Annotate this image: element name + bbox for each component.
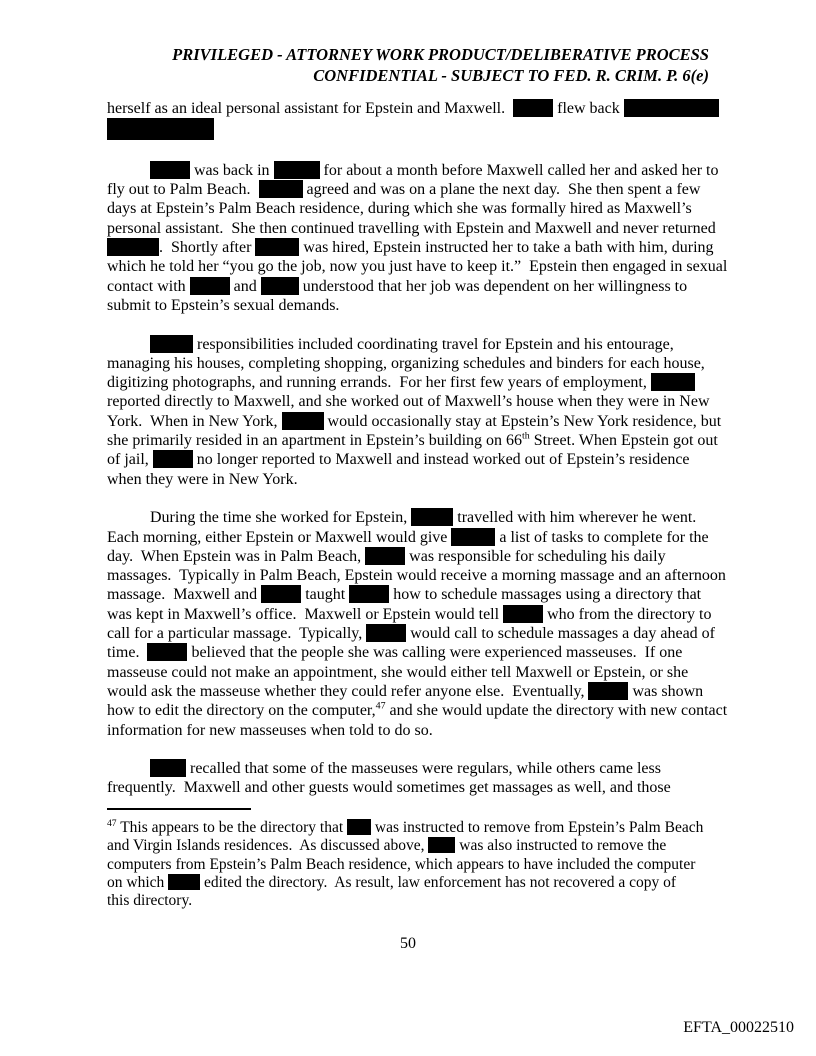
text-line xyxy=(107,118,711,141)
redaction-bar xyxy=(107,118,214,140)
text-line: days at Epstein’s Palm Beach residence, during which she was formally hired as Maxwell’s xyxy=(107,200,692,218)
text-line: call for a particular massage. Typically, would call to schedule massages a day ahead of xyxy=(107,625,715,643)
text-line: recalled that some of the masseuses were regulars, while others came less xyxy=(107,759,711,778)
paragraph xyxy=(107,99,711,142)
text-line: masseuse could not make an appointment, she would either tell Maxwell or Epstein, or she xyxy=(107,663,689,681)
text-line: fly out to Palm Beach. agreed and was on a plane the next day. She then spent a few xyxy=(107,181,701,199)
superscript: 47 xyxy=(375,700,386,712)
redaction-bar xyxy=(259,180,303,198)
redaction-bar xyxy=(255,238,299,256)
redaction-bar xyxy=(147,643,187,661)
text-line: of jail, no longer reported to Maxwell and instead worked out of Epstein’s residence xyxy=(107,451,690,469)
confidentiality-header xyxy=(107,44,709,86)
text-line: Each morning, either Epstein or Maxwell would give a list of tasks to complete for the xyxy=(107,528,709,546)
text-line: York. When in New York, would occasionally stay at Epstein’s New York residence, but xyxy=(107,412,722,430)
redaction-bar xyxy=(365,547,405,565)
text-line: when they were in New York. xyxy=(107,470,298,488)
text-line: During the time she worked for Epstein, travelled with him wherever he went. xyxy=(150,509,697,527)
text-line: information for new masseuses when told to do so. xyxy=(107,721,433,739)
redaction-bar xyxy=(513,99,553,117)
redaction-bar xyxy=(150,335,193,353)
text-line: massages. Typically in Palm Beach, Epstein would receive a morning massage and an afternoon xyxy=(107,567,726,585)
text-line: frequently. Maxwell and other guests would sometimes get massages as well, and those xyxy=(107,779,671,797)
page-number: 50 xyxy=(400,935,416,952)
text-line: on which edited the directory. As result, law enforcement has not recovered a copy of xyxy=(107,873,677,891)
text-line: herself as an ideal personal assistant for Epstein and Maxwell. flew back xyxy=(107,99,711,118)
bates-number: EFTA_00022510 xyxy=(683,1019,794,1036)
text-line: reported directly to Maxwell, and she worked out of Maxwell’s house when they were in New xyxy=(107,393,710,411)
text-line: massage. Maxwell and taught how to schedule massages using a directory that xyxy=(107,586,702,604)
redaction-bar xyxy=(190,277,230,295)
redaction-bar xyxy=(107,238,159,256)
text-line: would ask the masseuse whether they could refer anyone else. Eventually, was shown xyxy=(107,682,704,700)
redaction-bar xyxy=(261,277,299,295)
redaction-bar xyxy=(428,837,455,853)
text-line: submit to Epstein’s sexual demands. xyxy=(107,296,340,314)
redaction-bar xyxy=(150,759,186,777)
text-line: time. believed that the people she was calling were experienced masseuses. If one xyxy=(107,644,683,662)
redaction-bar xyxy=(624,99,719,117)
footnote-separator xyxy=(107,808,251,810)
superscript: th xyxy=(522,430,530,442)
redaction-bar xyxy=(150,161,190,179)
text-line: computers from Epstein’s Palm Beach residence, which appears to have included the computer xyxy=(107,855,696,873)
text-line: managing his houses, completing shopping, organizing schedules and binders for each house, xyxy=(107,354,705,372)
text-line: how to edit the directory on the computer,$^{47}$ and she would update the directory with new contact xyxy=(107,700,728,720)
redaction-bar xyxy=(411,508,453,526)
text-line: she primarily resided in an apartment in Epstein’s building on 66th Street. When Epstein got out xyxy=(107,430,718,450)
redaction-bar xyxy=(347,819,371,835)
redaction-bar xyxy=(153,450,193,468)
redaction-bar xyxy=(503,605,543,623)
header-line-1: PRIVILEGED - ATTORNEY WORK PRODUCT/DELIBERATIVE PROCESS xyxy=(172,45,709,64)
text-line: $^{47}$ This appears to be the directory that was instructed to remove from Epstein’s Palm Beach xyxy=(107,817,704,836)
header-line-2: CONFIDENTIAL - SUBJECT TO FED. R. CRIM. P. 6(e) xyxy=(313,66,709,85)
redaction-bar xyxy=(651,373,695,391)
text-line: was back in for about a month before Maxwell called her and asked her to xyxy=(107,161,711,180)
text-line: was kept in Maxwell’s office. Maxwell or Epstein would tell who from the directory to xyxy=(107,605,712,623)
text-line: which he told her “you go the job, now you just have to keep it.” Epstein then engaged in sexual xyxy=(107,258,728,276)
paragraph xyxy=(107,161,728,315)
text-line: personal assistant. She then continued travelling with Epstein and Maxwell and never returned xyxy=(107,219,716,237)
text-line: responsibilities included coordinating travel for Epstein and his entourage, xyxy=(107,335,711,354)
text-line: digitizing photographs, and running errands. For her first few years of employment, xyxy=(107,373,711,392)
redaction-bar xyxy=(349,585,389,603)
footnote xyxy=(107,808,711,910)
redaction-bar xyxy=(451,528,495,546)
footnote-text xyxy=(107,819,711,910)
text-line: contact with and understood that her job was dependent on her willingness to xyxy=(107,277,688,295)
redaction-bar xyxy=(261,585,301,603)
redaction-bar xyxy=(366,624,406,642)
text-line: and Virgin Islands residences. As discussed above, was also instructed to remove the xyxy=(107,837,667,855)
redaction-bar xyxy=(168,874,200,890)
paragraph xyxy=(107,508,728,740)
redaction-bar xyxy=(282,412,324,430)
document-body xyxy=(107,99,728,798)
paragraph xyxy=(107,759,711,798)
text-line: this directory. xyxy=(107,892,193,910)
redaction-bar xyxy=(588,682,628,700)
text-line: day. When Epstein was in Palm Beach, was responsible for scheduling his daily xyxy=(107,547,666,565)
paragraph xyxy=(107,335,722,489)
redaction-bar xyxy=(274,161,320,179)
superscript: 47 xyxy=(107,817,117,829)
text-line: . Shortly after was hired, Epstein instructed her to take a bath with him, during xyxy=(107,238,711,257)
